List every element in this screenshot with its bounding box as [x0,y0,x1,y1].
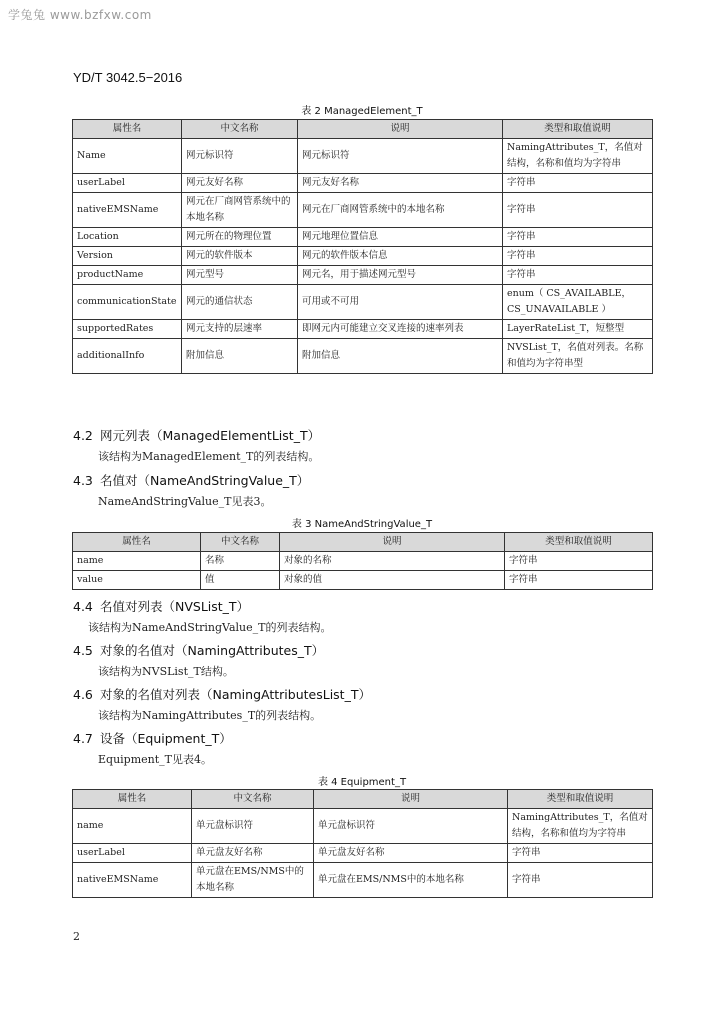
table-cell: 单元盘在EMS/NMS中的本地名称 [192,863,314,898]
table-cell: 字符串 [505,571,653,590]
table-row [73,193,653,228]
table-cell: 网元在厂商网管系统中的本地名称 [182,193,298,228]
table-cell: 值 [201,571,280,590]
section-heading [73,641,324,659]
table-cell: 网元在厂商网管系统中的本地名称 [298,193,503,228]
section-body: 该结构为NamingAttributes_T的列表结构。 [98,709,322,722]
table-cell: communicationState [73,285,182,320]
section-number: 4.7 [73,731,93,746]
column-header: 说明 [298,120,503,139]
section-heading [73,685,371,703]
column-header: 类型和取值说明 [505,533,653,552]
table-cell: Version [73,247,182,266]
section-heading [73,597,249,615]
section-heading [73,426,320,444]
column-header: 属性名 [73,120,182,139]
table-cell: userLabel [73,844,192,863]
table-row [73,266,653,285]
table-cell: value [73,571,201,590]
table-cell: 名称 [201,552,280,571]
table-row [73,247,653,266]
table-cell: 字符串 [503,174,653,193]
table-cell: additionalInfo [73,339,182,374]
table-cell: nativeEMSName [73,863,192,898]
table-cell: 网元所在的物理位置 [182,228,298,247]
table-cell: 网元的软件版本 [182,247,298,266]
table-row [73,809,653,844]
table-row [73,571,653,590]
table-row [73,228,653,247]
table-cell: 网元的通信状态 [182,285,298,320]
section-body: 该结构为NVSList_T结构。 [98,665,234,678]
table-cell: 即网元内可能建立交叉连接的速率列表 [298,320,503,339]
table-row [73,339,653,374]
table-cell: Location [73,228,182,247]
table-cell: LayerRateList_T，短整型 [503,320,653,339]
table-cell: 网元标识符 [298,139,503,174]
table-row [73,320,653,339]
table-cell: 字符串 [503,193,653,228]
section-title: 对象的名值对（NamingAttributes_T） [100,643,325,658]
section-number: 4.4 [73,599,93,614]
column-header: 说明 [280,533,505,552]
table-cell: userLabel [73,174,182,193]
document-id: YD/T 3042.5−2016 [73,70,183,85]
table-cell: 字符串 [505,552,653,571]
table-cell: 单元盘标识符 [192,809,314,844]
table-cell: NamingAttributes_T，名值对结构，名称和值均为字符串 [503,139,653,174]
table-row [73,139,653,174]
table-cell: 可用或不可用 [298,285,503,320]
watermark: 学兔兔 www.bzfxw.com [8,8,152,22]
column-header: 属性名 [73,533,201,552]
table-cell: 字符串 [503,247,653,266]
table-cell: 网元友好名称 [298,174,503,193]
table-managed-element [72,119,653,374]
table-cell: 网元地理位置信息 [298,228,503,247]
table-cell: 字符串 [503,266,653,285]
table-header-row [73,790,653,809]
table-equipment [72,789,653,898]
table-row [73,863,653,898]
table-row [73,844,653,863]
section-body: 该结构为NameAndStringValue_T的列表结构。 [88,621,332,634]
table-cell: 字符串 [508,844,653,863]
table-cell: NamingAttributes_T，名值对结构，名称和值均为字符串 [508,809,653,844]
table-header-row [73,120,653,139]
table-name-and-string-value [72,532,653,590]
table-cell: name [73,809,192,844]
column-header: 中文名称 [182,120,298,139]
column-header: 中文名称 [192,790,314,809]
section-heading [73,729,232,747]
section-body: Equipment_T见表4。 [98,753,212,766]
table-cell: NVSList_T，名值对列表。名称和值均为字符串型 [503,339,653,374]
section-number: 4.2 [73,428,93,443]
section-title: 对象的名值对列表（NamingAttributesList_T） [100,687,371,702]
table-cell: supportedRates [73,320,182,339]
section-body: 该结构为ManagedElement_T的列表结构。 [98,450,320,463]
table-2-caption: 表 2 ManagedElement_T [301,106,423,117]
table-cell: 单元盘标识符 [314,809,508,844]
section-heading [73,471,309,489]
table-row [73,552,653,571]
table-cell: 对象的名称 [280,552,505,571]
section-body: NameAndStringValue_T见表3。 [98,495,272,508]
table-cell: 单元盘友好名称 [314,844,508,863]
table-cell: enum（ CS_AVAILABLE， CS_UNAVAILABLE ） [503,285,653,320]
table-cell: Name [73,139,182,174]
column-header: 属性名 [73,790,192,809]
column-header: 类型和取值说明 [508,790,653,809]
section-number: 4.3 [73,473,93,488]
table-cell: 网元支持的层速率 [182,320,298,339]
table-cell: 字符串 [503,228,653,247]
table-cell: 网元的软件版本信息 [298,247,503,266]
table-cell: 网元友好名称 [182,174,298,193]
table-cell: 网元名，用于描述网元型号 [298,266,503,285]
table-cell: 网元型号 [182,266,298,285]
page-number: 2 [73,930,80,943]
table-row [73,285,653,320]
column-header: 说明 [314,790,508,809]
table-3-caption: 表 3 NameAndStringValue_T [291,519,433,530]
table-cell: 网元标识符 [182,139,298,174]
section-title: 名值对列表（NVSList_T） [100,599,250,614]
table-row [73,174,653,193]
table-4-caption: 表 4 Equipment_T [317,777,407,788]
section-number: 4.6 [73,687,93,702]
section-title: 设备（Equipment_T） [100,731,232,746]
table-cell: nativeEMSName [73,193,182,228]
column-header: 中文名称 [201,533,280,552]
section-title: 网元列表（ManagedElementList_T） [100,428,321,443]
table-cell: 单元盘在EMS/NMS中的本地名称 [314,863,508,898]
table-cell: name [73,552,201,571]
section-number: 4.5 [73,643,93,658]
table-cell: 对象的值 [280,571,505,590]
table-header-row [73,533,653,552]
section-title: 名值对（NameAndStringValue_T） [100,473,310,488]
table-cell: 附加信息 [298,339,503,374]
table-cell: 字符串 [508,863,653,898]
table-cell: 附加信息 [182,339,298,374]
table-cell: 单元盘友好名称 [192,844,314,863]
table-cell: productName [73,266,182,285]
column-header: 类型和取值说明 [503,120,653,139]
